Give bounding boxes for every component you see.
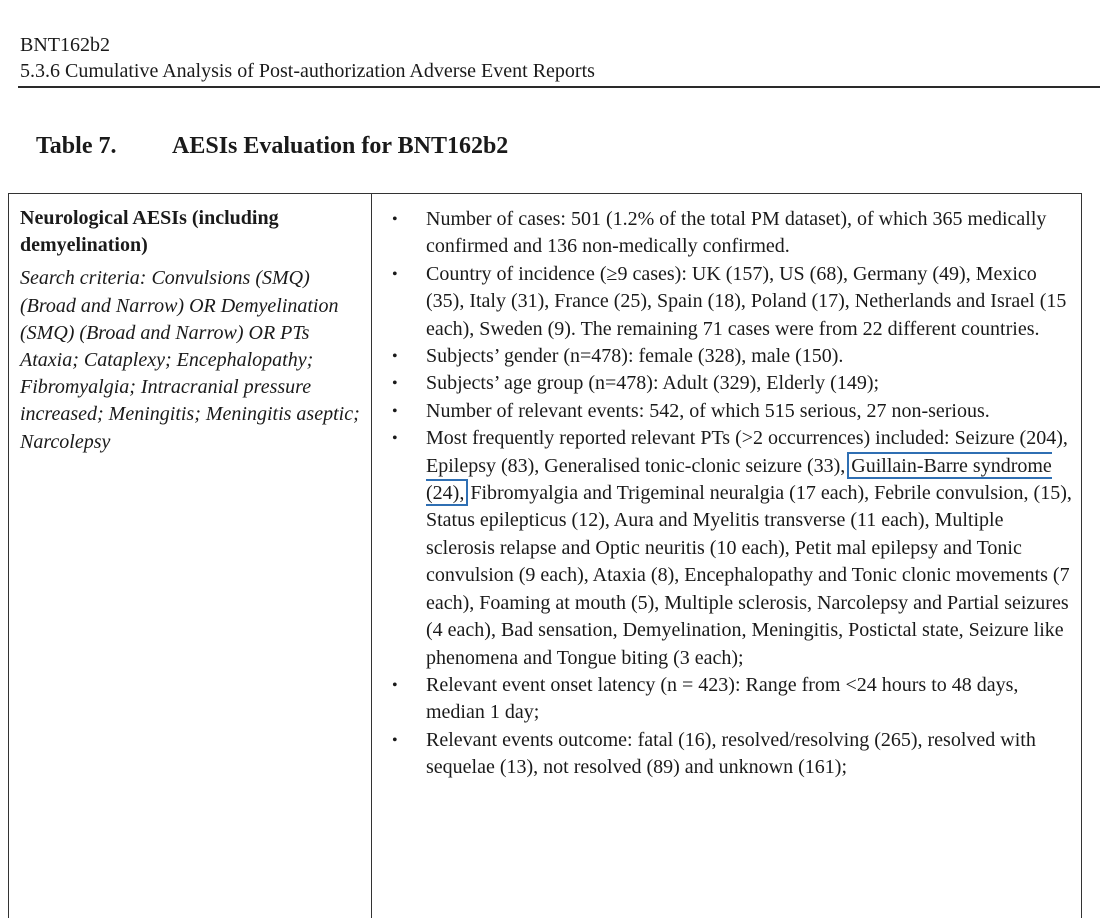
item-text: Country of incidence (≥9 cases): UK (157), US (68), Germany (49), Mexico (35), Italy (31), France (25), Spain (18), Poland (17), Netherlands and Israel (15 each), Sweden (9). The remaining 71 cases were from 22 different countries. — [426, 262, 1067, 340]
table-column-divider — [371, 193, 372, 918]
item-text: Subjects’ age group (n=478): Adult (329), Elderly (149); — [426, 372, 880, 395]
bullet-icon: • — [392, 211, 398, 228]
bullet-icon: • — [392, 402, 398, 420]
highlight-box-guillain-barre: Guillain-Barre syndrome (24), — [426, 452, 1052, 506]
list-item — [383, 261, 1073, 343]
frequent-pts-text-after: Fibromyalgia and Trigeminal neuralgia (17 each), Febrile convulsion, (15), Status epilepticus (12), Aura and Myelitis transverse (11 each), Multiple sclerosis relapse and Optic neuritis (10 each), Petit mal epilepsy and Tonic convulsion (9 each), Ataxia (8), Encephalopathy and Tonic clonic movements (7 each), Foaming at mouth (5), Multiple sclerosis, Narcolepsy and Partial seizures (4 each), Bad sensation, Demyelination, Meningitis, Postictal state, Seizure like phenomena and Tongue biting (3 each); — [426, 482, 1072, 669]
list-item — [383, 370, 1073, 397]
table-caption-title: AESIs Evaluation for BNT162b2 — [172, 133, 509, 159]
table-cell-category — [20, 205, 365, 456]
document-header-product: BNT162b2 — [20, 34, 110, 56]
bullet-icon: • — [392, 375, 398, 393]
item-text: Number of cases: 501 (1.2% of the total PM dataset), of which 365 medically confirmed and 136 non-medically confirmed. — [426, 208, 1047, 258]
list-item — [383, 398, 1073, 425]
item-text: Subjects’ gender (n=478): female (328), male (150). — [426, 345, 844, 368]
list-item — [383, 343, 1073, 370]
table-caption-label: Table 7. — [36, 133, 117, 159]
list-item — [383, 672, 1073, 727]
frequent-pts-text-before: Most frequently reported relevant PTs (>2 occurrences) included: Seizure (204), Epilepsy (83), Generalised tonic-clonic seizure (33), — [426, 427, 1068, 477]
list-item — [383, 727, 1073, 782]
bullet-icon: • — [392, 265, 398, 283]
item-text: Number of relevant events: 542, of which 515 serious, 27 non-serious. — [426, 399, 990, 422]
table-left-border — [8, 193, 9, 918]
item-text: Relevant events outcome: fatal (16), resolved/resolving (265), resolved with sequelae (13), not resolved (89) and unknown (161); — [426, 728, 1036, 779]
header-divider — [18, 86, 1100, 88]
table-top-border — [8, 193, 1082, 194]
item-text: Relevant event onset latency (n = 423): Range from <24 hours to 48 days, median 1 day; — [426, 673, 1019, 724]
bullet-icon: • — [392, 676, 398, 694]
table-cell-evaluation — [383, 206, 1073, 782]
bullet-icon: • — [392, 430, 398, 448]
bullet-icon: • — [392, 731, 398, 749]
aesi-category-title: Neurological AESIs (including demyelination) — [20, 207, 279, 257]
bullet-icon: • — [392, 348, 398, 366]
aesi-search-criteria: Search criteria: Convulsions (SMQ) (Broad and Narrow) OR Demyelination (SMQ) (Broad and Narrow) OR PTs Ataxia; Cataplexy; Encephalopathy; Fibromyalgia; Intracranial pressure increased; Meningitis; Meningitis aseptic; Narcolepsy — [20, 267, 360, 453]
list-item — [383, 206, 1073, 261]
table-right-border — [1081, 193, 1082, 918]
list-item-frequent-pts — [383, 425, 1073, 672]
table-caption — [36, 131, 508, 161]
document-header-section: 5.3.6 Cumulative Analysis of Post-authorization Adverse Event Reports — [20, 60, 595, 82]
